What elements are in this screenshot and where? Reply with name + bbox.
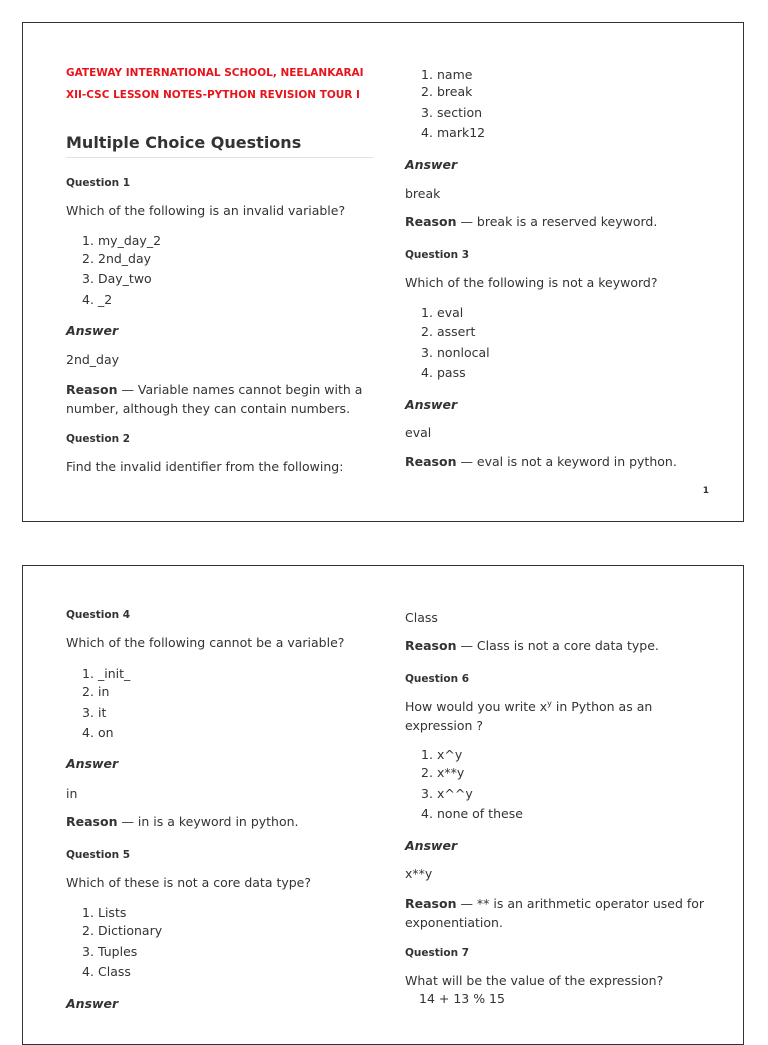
question-2-reason: Reason — break is a reserved keyword. — [405, 214, 658, 229]
question-5-option-3: 3. Tuples — [82, 944, 138, 959]
question-1-answer-label: Answer — [66, 323, 119, 338]
question-3-answer: eval — [405, 425, 432, 440]
question-6-label: Question 6 — [405, 673, 470, 685]
question-2-text: Find the invalid identifier from the following: — [66, 459, 344, 474]
question-4-reason: Reason — in is a keyword in python. — [66, 814, 299, 829]
school-name: GATEWAY INTERNATIONAL SCHOOL, NEELANKARAI — [66, 67, 364, 79]
question-1-text: Which of the following is an invalid variable? — [66, 203, 346, 218]
question-4-option-1: 1. _init_ — [82, 666, 131, 681]
question-3-option-2: 2. assert — [421, 324, 476, 339]
question-2-answer: break — [405, 186, 441, 201]
question-5-reason: Reason — Class is not a core data type. — [405, 638, 659, 653]
question-7-expression: 14 + 13 % 15 — [419, 991, 505, 1006]
question-7-label: Question 7 — [405, 947, 470, 959]
question-1-answer: 2nd_day — [66, 352, 120, 367]
question-1-reason: Reason — Variable names cannot begin with a number, although they can contain numbers. — [66, 382, 363, 416]
question-4-label: Question 4 — [66, 609, 131, 621]
question-5-answer-label: Answer — [66, 996, 119, 1011]
question-6-text: How would you write $x^y$ in Python as an expression ? — [405, 698, 653, 733]
question-3-answer-label: Answer — [405, 397, 458, 412]
question-7-text: What will be the value of the expression? — [405, 973, 664, 988]
document-page-1 — [22, 22, 744, 522]
question-5-option-1: 1. Lists — [82, 905, 127, 920]
question-4-option-4: 4. on — [82, 725, 114, 740]
question-3-option-3: 3. nonlocal — [421, 345, 490, 360]
section-heading: Multiple Choice Questions — [66, 133, 302, 152]
page-number: 1 — [702, 486, 709, 496]
question-5-option-2: 2. Dictionary — [82, 923, 163, 938]
question-5-answer: Class — [405, 610, 438, 625]
question-6-option-2: 2. x**y — [421, 765, 465, 780]
question-2-option-1: 1. name — [421, 67, 473, 82]
question-3-option-4: 4. pass — [421, 365, 466, 380]
question-2-option-3: 3. section — [421, 105, 483, 120]
question-1-option-2: 2. 2nd_day — [82, 251, 152, 266]
question-4-option-3: 3. it — [82, 705, 107, 720]
question-6-option-3: 3. x^^y — [421, 786, 473, 801]
question-5-option-4: 4. Class — [82, 964, 131, 979]
question-3-reason: Reason — eval is not a keyword in python. — [405, 454, 677, 469]
question-2-option-4: 4. mark12 — [421, 125, 486, 140]
question-3-label: Question 3 — [405, 249, 470, 261]
question-5-label: Question 5 — [66, 849, 131, 861]
question-1-option-4: 4. _2 — [82, 292, 113, 307]
question-4-option-2: 2. in — [82, 684, 110, 699]
question-6-reason: Reason — ** is an arithmetic operator used for exponentiation. — [405, 896, 705, 930]
question-2-option-2: 2. break — [421, 84, 473, 99]
question-6-option-4: 4. none of these — [421, 806, 523, 821]
heading-divider — [66, 157, 373, 158]
question-2-label: Question 2 — [66, 433, 131, 445]
question-5-text: Which of these is not a core data type? — [66, 875, 312, 890]
document-page-2 — [22, 565, 744, 1045]
question-6-answer-label: Answer — [405, 838, 458, 853]
question-6-answer: x**y — [405, 866, 433, 881]
question-1-label: Question 1 — [66, 177, 131, 189]
lesson-title: XII-CSC LESSON NOTES-PYTHON REVISION TOUR I — [66, 89, 360, 101]
question-6-option-1: 1. x^y — [421, 747, 463, 762]
question-1-option-3: 3. Day_two — [82, 271, 152, 286]
question-3-option-1: 1. eval — [421, 305, 464, 320]
question-3-text: Which of the following is not a keyword? — [405, 275, 658, 290]
question-4-text: Which of the following cannot be a variable? — [66, 635, 345, 650]
question-1-option-1: 1. my_day_2 — [82, 233, 162, 248]
question-4-answer: in — [66, 786, 78, 801]
superscript-y: y — [547, 698, 552, 708]
question-2-answer-label: Answer — [405, 157, 458, 172]
question-4-answer-label: Answer — [66, 756, 119, 771]
